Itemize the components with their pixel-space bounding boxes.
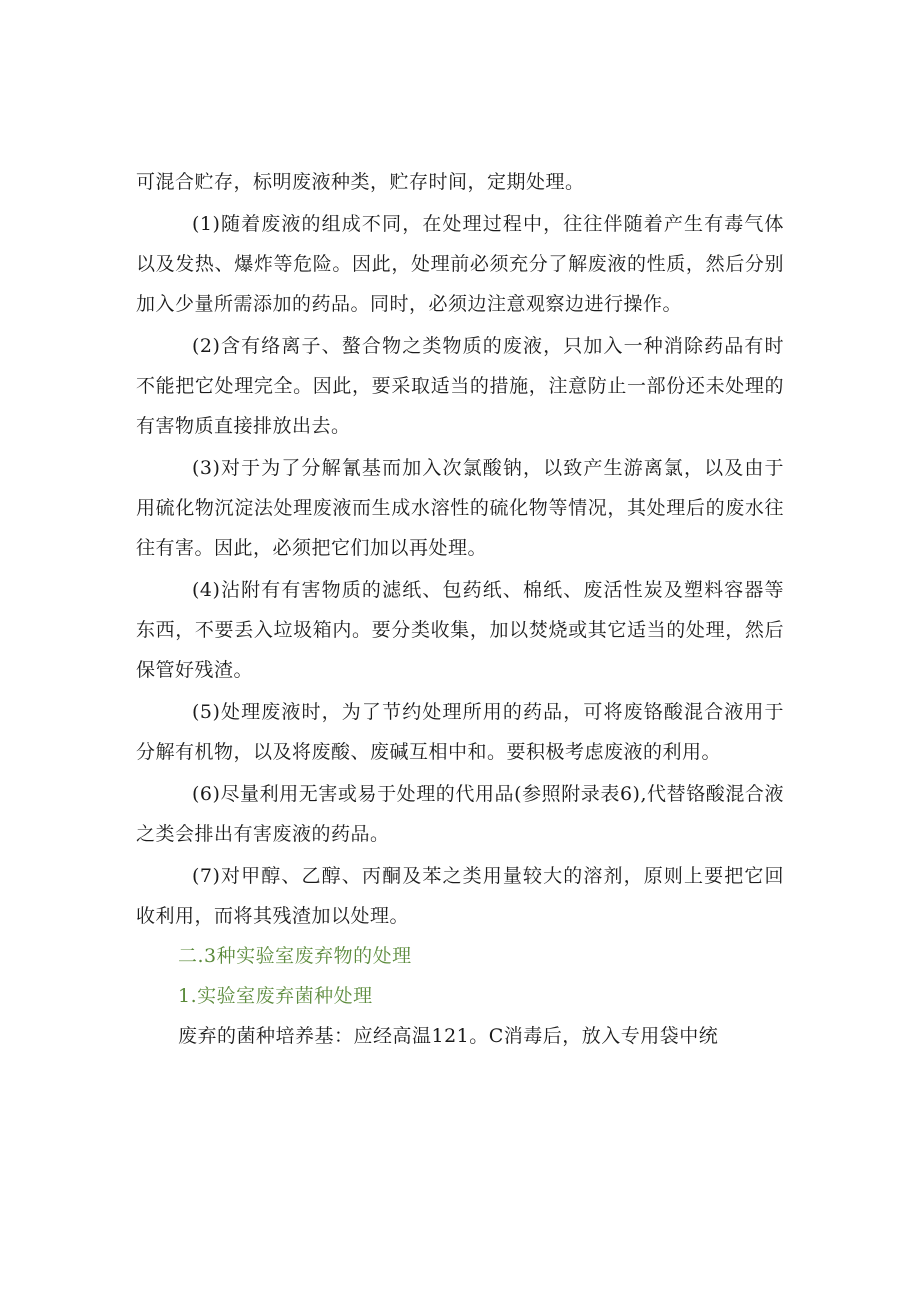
paragraph-item-5: (5)处理废液时，为了节约处理所用的药品，可将废铬酸混合液用于分解有机物，以及将废酸、废碱互相中和。要积极考虑废液的利用。: [136, 701, 784, 763]
paragraph-continuation: 可混合贮存，标明废液种类，贮存时间，定期处理。: [136, 171, 585, 193]
paragraph-item-4: (4)沾附有有害物质的滤纸、包药纸、棉纸、废活性炭及塑料容器等东西，不要丢入垃圾箱内。要分类收集，加以焚烧或其它适当的处理，然后保管好残渣。: [136, 579, 784, 681]
subsection-heading: 1.实验室废弃菌种处理: [178, 985, 373, 1007]
section-heading: 二.3种实验室废弃物的处理: [178, 945, 412, 967]
paragraph-item-1: (1)随着废液的组成不同，在处理过程中，往往伴随着产生有毒气体以及发热、爆炸等危险。因此，处理前必须充分了解废液的性质，然后分别加入少量所需添加的药品。同时，必须边注意观察边进行操作。: [136, 213, 784, 315]
document-body: [136, 162, 784, 1056]
paragraph-item-2: (2)含有络离子、螯合物之类物质的废液，只加入一种消除药品有时不能把它处理完全。因此，要采取适当的措施，注意防止一部份还未处理的有害物质直接排放出去。: [136, 335, 784, 437]
paragraph-last: 废弃的菌种培养基：应经高温121。C消毒后，放入专用袋中统: [178, 1025, 719, 1047]
paragraph-item-6: (6)尽量利用无害或易于处理的代用品(参照附录表6),代替铬酸混合液之类会排出有害废液的药品。: [136, 783, 784, 845]
paragraph-item-7: (7)对甲醇、乙醇、丙酮及苯之类用量较大的溶剂，原则上要把它回收利用，而将其残渣加以处理。: [136, 865, 784, 927]
paragraph-item-3: (3)对于为了分解氰基而加入次氯酸钠，以致产生游离氯，以及由于用硫化物沉淀法处理废液而生成水溶性的硫化物等情况，其处理后的废水往往有害。因此，必须把它们加以再处理。: [136, 457, 784, 559]
